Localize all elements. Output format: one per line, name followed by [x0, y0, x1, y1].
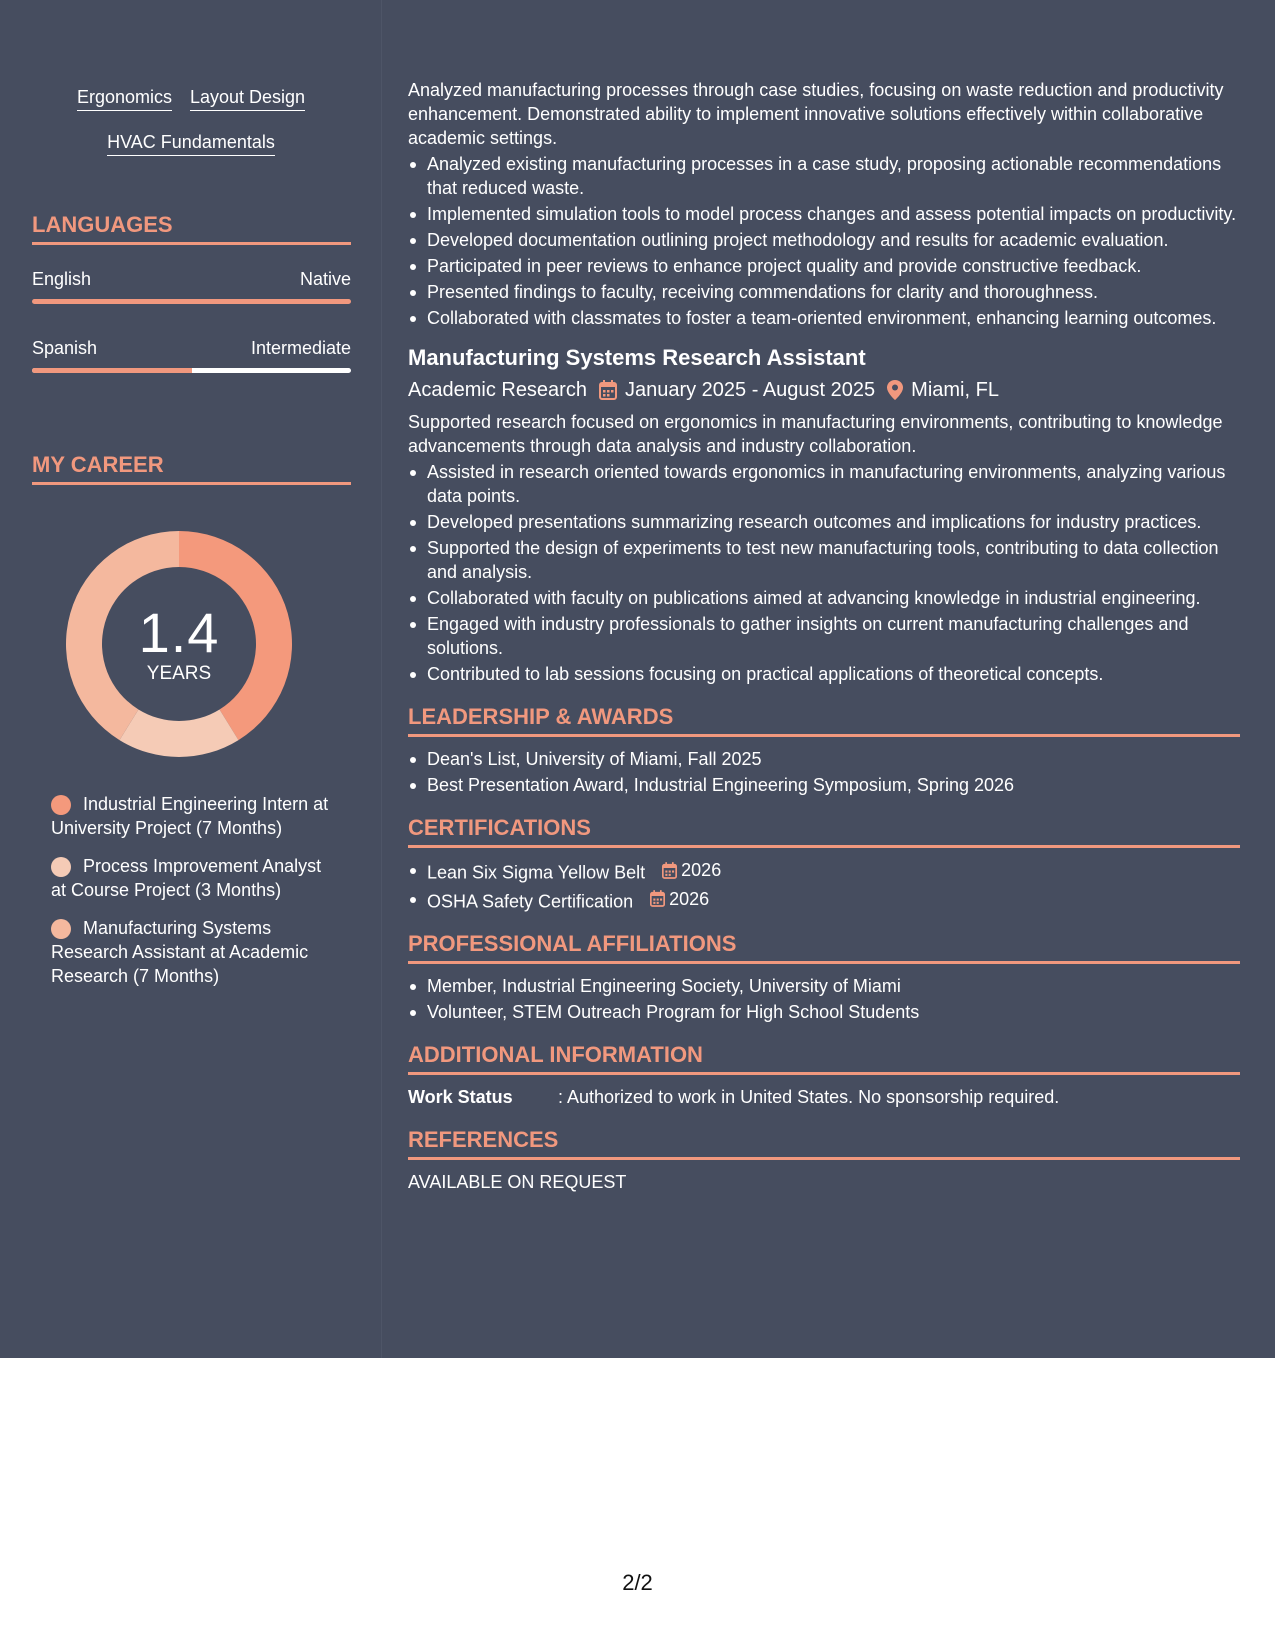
job-dates: January 2025 - August 2025 — [624, 379, 876, 401]
additional-info-heading: ADDITIONAL INFORMATION — [408, 1042, 1240, 1075]
references-text: AVAILABLE ON REQUEST — [408, 1172, 627, 1192]
job-summary: Supported research focused on ergonomics in manufacturing environments, contributing to knowledge advancements through data analysis and industry collaboration. — [408, 412, 1223, 456]
skill-tag: Ergonomics — [77, 86, 172, 111]
certifications-list — [408, 858, 1240, 913]
legend-dot-icon — [51, 795, 71, 815]
job-location: Miami, FL — [911, 379, 999, 401]
legend-dot-icon — [51, 857, 71, 877]
language-proficiency-fill — [32, 299, 351, 304]
list-item: Collaborated with classmates to foster a team-oriented environment, enhancing learning outcomes. — [408, 306, 1240, 330]
work-status-row — [408, 1085, 1240, 1109]
career-legend-item — [51, 854, 341, 902]
leadership-heading: LEADERSHIP & AWARDS — [408, 704, 1240, 737]
language-proficiency-bar — [32, 368, 351, 373]
main-content — [408, 78, 1240, 1194]
language-row — [32, 337, 351, 359]
career-legend-item — [51, 916, 341, 988]
work-status-label: Work Status — [408, 1087, 513, 1107]
job-bullets — [408, 460, 1240, 686]
list-item: Engaged with industry professionals to gather insights on current manufacturing challenges and solutions. — [408, 612, 1240, 660]
sidebar — [0, 0, 382, 1358]
list-item: Best Presentation Award, Industrial Engineering Symposium, Spring 2026 — [408, 773, 1240, 797]
certification-year — [662, 858, 721, 882]
certification-name: OSHA Safety Certification — [427, 891, 634, 911]
list-item: Developed documentation outlining project methodology and results for academic evaluation. — [408, 228, 1240, 252]
career-legend-item — [51, 792, 341, 840]
list-item: Implemented simulation tools to model process changes and assess potential impacts on productivity. — [408, 202, 1240, 226]
list-item: Developed presentations summarizing research outcomes and implications for industry practices. — [408, 510, 1240, 534]
list-item: Contributed to lab sessions focusing on practical applications of theoretical concepts. — [408, 662, 1240, 686]
job-meta — [408, 376, 1240, 404]
certification-year-text: 2026 — [669, 888, 710, 909]
list-item: Assisted in research oriented towards ergonomics in manufacturing environments, analyzing various data points. — [408, 460, 1240, 508]
certification-item — [408, 887, 1240, 914]
languages-heading: LANGUAGES — [32, 212, 351, 245]
certification-name: Lean Six Sigma Yellow Belt — [427, 862, 646, 883]
career-legend-label: Industrial Engineering Intern at University Project (7 Months) — [51, 794, 329, 838]
job-company: Academic Research — [408, 379, 587, 401]
certifications-heading: CERTIFICATIONS — [408, 815, 1240, 848]
list-item: Member, Industrial Engineering Society, University of Miami — [408, 974, 1240, 998]
leadership-list — [408, 747, 1240, 797]
certification-year — [650, 887, 709, 911]
calendar-icon — [599, 380, 617, 400]
calendar-icon — [650, 890, 665, 907]
career-legend-label: Process Improvement Analyst at Course Project (3 Months) — [51, 856, 322, 900]
list-item: Dean's List, University of Miami, Fall 2025 — [408, 747, 1240, 771]
list-item: Participated in peer reviews to enhance project quality and provide constructive feedback. — [408, 254, 1240, 278]
legend-dot-icon — [51, 919, 71, 939]
career-heading: MY CAREER — [32, 452, 351, 485]
list-item: Collaborated with faculty on publications aimed at advancing knowledge in industrial engineering. — [408, 586, 1240, 610]
job-title: Manufacturing Systems Research Assistant — [408, 345, 866, 370]
language-row — [32, 268, 351, 290]
language-level: Intermediate — [250, 338, 351, 358]
list-item: Analyzed existing manufacturing processes in a case study, proposing actionable recommendations that reduced waste. — [408, 152, 1240, 200]
language-proficiency-fill — [32, 368, 192, 373]
career-total — [65, 530, 293, 758]
calendar-icon — [662, 862, 677, 879]
language-level: Native — [299, 269, 351, 289]
list-item: Presented findings to faculty, receiving commendations for clarity and thoroughness. — [408, 280, 1240, 304]
career-legend — [51, 792, 341, 1002]
list-item: Supported the design of experiments to test new manufacturing tools, contributing to data collection and analysis. — [408, 536, 1240, 584]
job-summary: Analyzed manufacturing processes through case studies, focusing on waste reduction and productivity enhancement. Demonstrated ability to implement innovative solutions effectively within collaborative academic settings. — [408, 80, 1224, 148]
affiliations-list — [408, 974, 1240, 1024]
language-name: Spanish — [32, 338, 98, 358]
certification-year-text: 2026 — [681, 860, 722, 880]
list-item: Volunteer, STEM Outreach Program for High School Students — [408, 1000, 1240, 1024]
language-proficiency-bar — [32, 299, 351, 304]
location-pin-icon — [887, 380, 903, 400]
skill-tag: HVAC Fundamentals — [107, 131, 275, 156]
affiliations-heading: PROFESSIONAL AFFILIATIONS — [408, 931, 1240, 964]
references-heading: REFERENCES — [408, 1127, 1240, 1160]
certification-item — [408, 858, 1240, 885]
job-bullets — [408, 152, 1240, 330]
language-name: English — [32, 269, 92, 289]
work-status-value: : Authorized to work in United States. No sponsorship required. — [558, 1087, 1060, 1107]
career-total-value: 1.4 — [138, 601, 220, 664]
page-number: 2/2 — [622, 1570, 653, 1595]
career-donut-chart — [65, 530, 293, 758]
skills-list — [32, 86, 350, 156]
career-total-unit: YEARS — [146, 663, 212, 684]
career-legend-label: Manufacturing Systems Research Assistant at Academic Research (7 Months) — [51, 918, 309, 986]
skill-tag: Layout Design — [190, 86, 305, 111]
